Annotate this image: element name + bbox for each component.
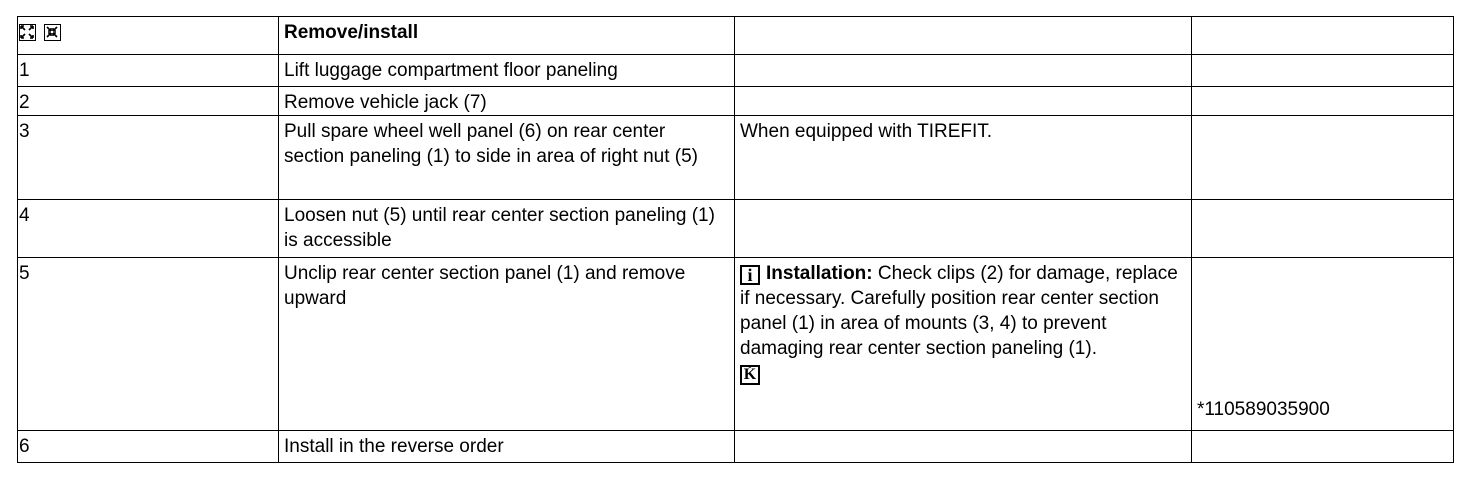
step-note [735, 55, 1192, 87]
step-note: Check clips (2) for damage, replace if necessary. Carefully position rear center section panel (1) in area of mounts (3, 4) to prevent damaging rear center section paneling (1). [740, 263, 1178, 359]
header-col3 [735, 17, 1192, 55]
step-number: 4 [18, 200, 279, 258]
table-row [18, 87, 1454, 116]
step-action: Loosen nut (5) until rear center section paneling (1) is accessible [279, 200, 735, 258]
step-ref [1192, 55, 1454, 87]
table-header-row [18, 17, 1454, 55]
step-note [735, 87, 1192, 116]
collapse-arrows-icon[interactable] [44, 24, 61, 41]
table-row [18, 55, 1454, 87]
step-action: Lift luggage compartment floor paneling [279, 55, 735, 87]
step-action: Unclip rear center section panel (1) and remove upward [279, 258, 735, 431]
header-title: Remove/install [279, 17, 735, 55]
info-icon[interactable]: i [740, 265, 760, 285]
table-row [18, 431, 1454, 463]
step-note: When equipped with TIREFIT. [735, 116, 1192, 200]
step-note-cell [735, 258, 1192, 431]
header-icons-cell [18, 17, 279, 55]
step-number: 1 [18, 55, 279, 87]
step-number: 2 [18, 87, 279, 116]
installation-label: Installation: [766, 263, 873, 284]
step-number: 6 [18, 431, 279, 463]
step-note [735, 200, 1192, 258]
table-row [18, 200, 1454, 258]
step-ref-cell [1192, 258, 1454, 431]
step-ref [1192, 431, 1454, 463]
step-ref [1192, 87, 1454, 116]
step-note [735, 431, 1192, 463]
expand-arrows-icon[interactable] [19, 24, 36, 41]
step-number: 5 [18, 258, 279, 431]
table-row [18, 258, 1454, 431]
step-number: 3 [18, 116, 279, 200]
special-tool-icon[interactable]: Ǩ [740, 365, 760, 385]
procedure-table [17, 16, 1454, 463]
table-row [18, 116, 1454, 200]
header-col4 [1192, 17, 1454, 55]
step-action: Install in the reverse order [279, 431, 735, 463]
step-action: Remove vehicle jack (7) [279, 87, 735, 116]
step-ref[interactable]: *110589035900 [1197, 399, 1330, 420]
step-ref [1192, 116, 1454, 200]
step-action: Pull spare wheel well panel (6) on rear center section paneling (1) to side in area of right nut (5) [279, 116, 735, 200]
step-ref [1192, 200, 1454, 258]
